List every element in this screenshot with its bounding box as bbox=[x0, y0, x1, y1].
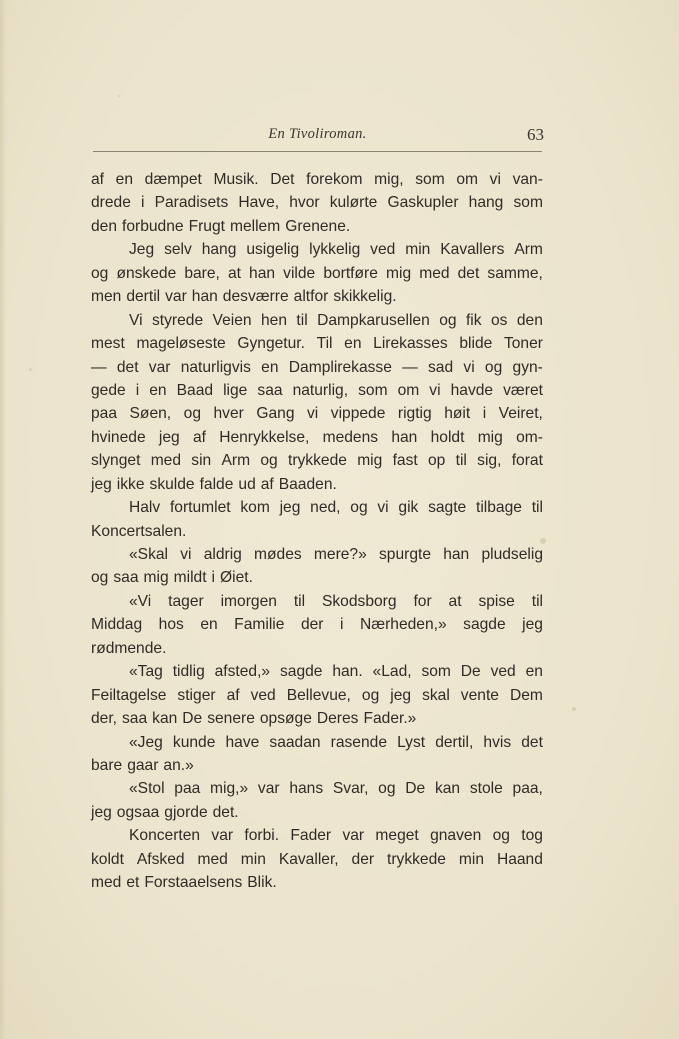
word: Fader.» bbox=[363, 710, 417, 728]
running-title: En Tivoliroman. bbox=[268, 126, 367, 142]
word: Søen, bbox=[129, 405, 172, 423]
word: De bbox=[405, 780, 426, 798]
word: gjorde bbox=[164, 803, 208, 821]
word: af bbox=[260, 475, 274, 493]
word: tilbage bbox=[475, 499, 522, 517]
text-line bbox=[91, 590, 543, 613]
word: Til bbox=[316, 335, 333, 353]
word: i bbox=[211, 569, 215, 587]
word: der, bbox=[91, 710, 118, 728]
word: jeg bbox=[91, 475, 112, 493]
word: Lyst bbox=[397, 733, 426, 751]
word: altfor bbox=[293, 288, 329, 306]
word: jeg bbox=[522, 616, 543, 634]
word: skulde bbox=[149, 475, 195, 493]
word: «Vi bbox=[129, 592, 152, 610]
word: til bbox=[531, 592, 543, 610]
word: det. bbox=[212, 803, 239, 821]
word: forat bbox=[511, 452, 543, 470]
word: Kavallers bbox=[440, 241, 505, 259]
word: vippede bbox=[330, 405, 386, 423]
word: kan bbox=[434, 780, 461, 798]
word: aldrig bbox=[203, 546, 242, 563]
paper-speck bbox=[118, 95, 120, 97]
word: «Jeg bbox=[129, 733, 163, 751]
word: mest bbox=[91, 335, 125, 353]
paper-speck bbox=[29, 368, 32, 371]
text-line bbox=[91, 426, 543, 449]
word: trykkede bbox=[387, 850, 446, 868]
word: og bbox=[91, 264, 109, 282]
word: der bbox=[351, 850, 375, 868]
word: mig, bbox=[374, 171, 404, 188]
word: kunde bbox=[172, 733, 216, 751]
word: Feiltagelse bbox=[91, 686, 167, 704]
text-line bbox=[91, 215, 543, 238]
word: van- bbox=[512, 171, 543, 188]
word: en bbox=[525, 663, 543, 681]
word: jeg bbox=[158, 428, 180, 446]
word: sad bbox=[428, 358, 454, 376]
word: paa, bbox=[512, 780, 543, 798]
word: han bbox=[249, 264, 276, 282]
word: Veiret, bbox=[498, 405, 543, 423]
word: falde bbox=[199, 475, 234, 493]
word: hver bbox=[213, 405, 244, 423]
word: været bbox=[503, 381, 543, 399]
word: forekom bbox=[306, 171, 363, 188]
word: Koncertsalen. bbox=[91, 522, 187, 540]
word: naturlig, bbox=[292, 381, 349, 399]
word: mig bbox=[477, 428, 503, 446]
word: — bbox=[402, 358, 418, 376]
word: mig bbox=[357, 452, 383, 470]
text-line bbox=[91, 191, 543, 214]
word: «Tag bbox=[129, 663, 163, 681]
word: til bbox=[296, 311, 308, 329]
word: sagte bbox=[428, 499, 467, 517]
word: usigelig bbox=[246, 241, 300, 259]
word: Dem bbox=[509, 686, 543, 704]
word: Lirekasses bbox=[373, 335, 448, 353]
word: blide bbox=[459, 335, 493, 353]
word: i bbox=[339, 616, 344, 634]
word: tager bbox=[168, 592, 204, 610]
word: om bbox=[397, 381, 420, 399]
word: det bbox=[457, 264, 480, 282]
word: var bbox=[342, 827, 365, 845]
text-line bbox=[91, 707, 543, 730]
word: i bbox=[141, 194, 145, 212]
word: om- bbox=[516, 428, 543, 446]
word: Halv bbox=[129, 499, 161, 517]
word: vente bbox=[460, 686, 499, 704]
word: mødes bbox=[254, 546, 302, 563]
word: høit bbox=[444, 405, 471, 423]
word: dæmpet bbox=[144, 171, 202, 188]
header-rule bbox=[93, 151, 542, 152]
paper-speck bbox=[540, 538, 546, 544]
word: samme, bbox=[487, 264, 543, 282]
word: Musik. bbox=[213, 171, 259, 188]
word: var bbox=[257, 780, 280, 798]
word: stole bbox=[469, 780, 503, 798]
word: ved bbox=[250, 686, 276, 704]
word: sagde bbox=[463, 616, 506, 634]
word: sagde bbox=[279, 663, 323, 681]
word: en bbox=[115, 171, 134, 188]
word: med bbox=[419, 264, 450, 282]
word: min bbox=[405, 241, 431, 259]
text-line bbox=[91, 684, 543, 707]
word: rasende bbox=[330, 733, 387, 751]
body-text bbox=[91, 168, 543, 895]
word: kom bbox=[240, 499, 270, 517]
text-line bbox=[91, 543, 543, 566]
word: han. bbox=[332, 663, 363, 681]
word: mig,» bbox=[210, 780, 249, 798]
word: Gyngetur. bbox=[237, 335, 305, 353]
text-line bbox=[91, 379, 543, 402]
word: ikke bbox=[116, 475, 145, 493]
word: Det bbox=[270, 171, 295, 188]
word: var bbox=[148, 358, 171, 376]
word: vi bbox=[429, 381, 441, 399]
word: den bbox=[516, 311, 543, 329]
word: De bbox=[182, 710, 203, 728]
word: i bbox=[135, 381, 140, 399]
word: Gang bbox=[256, 405, 295, 423]
word: Nærheden,» bbox=[359, 616, 447, 634]
word: vi bbox=[463, 358, 475, 376]
word: paa bbox=[91, 405, 118, 423]
word: medens bbox=[322, 428, 379, 446]
word: om bbox=[456, 171, 479, 188]
word: gik bbox=[398, 499, 419, 517]
word: jeg bbox=[279, 499, 301, 517]
word: hvor bbox=[289, 194, 320, 212]
word: og bbox=[91, 569, 109, 587]
word: tidlig bbox=[172, 663, 205, 681]
word: lykkelig bbox=[309, 241, 361, 259]
word: rigtig bbox=[397, 405, 432, 423]
text-line bbox=[91, 332, 543, 355]
word: hos bbox=[158, 616, 184, 634]
text-line bbox=[91, 402, 543, 425]
word: stiger bbox=[177, 686, 216, 704]
word: Frugt bbox=[188, 217, 225, 235]
word: senere bbox=[207, 710, 255, 728]
word: min bbox=[458, 850, 485, 868]
word: Jeg bbox=[129, 241, 155, 259]
word: gnaven bbox=[430, 827, 482, 845]
word: Deres bbox=[316, 710, 359, 728]
word: og bbox=[260, 452, 278, 470]
word: med bbox=[91, 874, 122, 892]
word: hang bbox=[468, 194, 504, 212]
word: desværre bbox=[222, 288, 289, 306]
text-line bbox=[91, 754, 543, 777]
word: ønskede bbox=[116, 264, 177, 282]
word: en bbox=[200, 616, 218, 634]
word: Forstaaelsens bbox=[144, 874, 243, 892]
word: saa bbox=[257, 381, 283, 399]
word: Baaden. bbox=[278, 475, 337, 493]
word: hang bbox=[201, 241, 237, 259]
word: den bbox=[91, 217, 118, 235]
word: men bbox=[91, 288, 122, 306]
word: en bbox=[261, 358, 279, 376]
word: rødmende. bbox=[91, 639, 167, 657]
word: vi bbox=[307, 405, 319, 423]
word: Paradisets bbox=[154, 194, 229, 212]
word: til bbox=[531, 499, 543, 517]
text-line bbox=[91, 660, 543, 683]
word: i bbox=[482, 405, 487, 423]
word: hen bbox=[260, 311, 288, 329]
paper-speck bbox=[572, 707, 576, 711]
word: opsøge bbox=[259, 710, 312, 728]
word: Arm bbox=[514, 241, 543, 259]
word: vi bbox=[377, 499, 389, 517]
word: med bbox=[150, 452, 182, 470]
word: ved bbox=[370, 241, 396, 259]
word: der bbox=[300, 616, 324, 634]
word: skikkelig. bbox=[333, 288, 397, 306]
word: og bbox=[183, 405, 201, 423]
word: mildt bbox=[173, 569, 207, 587]
word: at bbox=[448, 592, 462, 610]
text-line bbox=[91, 238, 543, 261]
text-line bbox=[91, 285, 543, 308]
word: Kavaller, bbox=[278, 850, 339, 868]
word: selv bbox=[164, 241, 192, 259]
word: have bbox=[225, 733, 260, 751]
text-line bbox=[91, 566, 543, 589]
word: min bbox=[240, 850, 266, 868]
word: slynget bbox=[91, 452, 141, 470]
word: Øiet. bbox=[219, 569, 253, 587]
page-number: 63 bbox=[527, 125, 544, 144]
word: af bbox=[226, 686, 240, 704]
word: Fader bbox=[290, 827, 332, 845]
word: mellem bbox=[229, 217, 281, 235]
word: som bbox=[421, 663, 451, 681]
word: paa bbox=[174, 780, 201, 798]
word: en bbox=[149, 381, 167, 399]
word: han bbox=[191, 288, 218, 306]
word: afsted,» bbox=[214, 663, 271, 681]
word: hans bbox=[289, 780, 324, 798]
word: fik bbox=[465, 311, 482, 329]
word: Baad bbox=[176, 381, 214, 399]
word: spise bbox=[478, 592, 515, 610]
word: drede bbox=[91, 194, 131, 212]
word: Koncerten bbox=[129, 827, 201, 845]
text-line bbox=[91, 777, 543, 800]
word: dertil bbox=[126, 288, 161, 306]
word: pludselig bbox=[481, 546, 543, 563]
word: Middag bbox=[91, 616, 143, 634]
text-line bbox=[91, 637, 543, 660]
word: De bbox=[460, 663, 481, 681]
word: en bbox=[344, 335, 362, 353]
word: vi bbox=[180, 546, 192, 563]
text-line bbox=[91, 473, 543, 496]
word: af bbox=[91, 171, 105, 188]
word: tog bbox=[521, 827, 543, 845]
word: han bbox=[443, 546, 470, 563]
text-line bbox=[91, 613, 543, 636]
word: mig bbox=[385, 264, 412, 282]
word: op bbox=[428, 452, 446, 470]
text-line bbox=[91, 496, 543, 519]
word: saadan bbox=[269, 733, 321, 751]
word: Henrykkelse, bbox=[219, 428, 310, 446]
word: Vi bbox=[129, 311, 143, 329]
word: for bbox=[413, 592, 432, 610]
text-line bbox=[91, 801, 543, 824]
word: Veien bbox=[212, 311, 252, 329]
word: «Skal bbox=[129, 546, 169, 563]
word: koldt bbox=[91, 850, 124, 868]
word: Haand bbox=[496, 850, 543, 868]
word: han bbox=[391, 428, 418, 446]
word: som bbox=[513, 194, 543, 212]
word: forbudne bbox=[122, 217, 184, 235]
word: skal bbox=[422, 686, 450, 704]
word: ogsaa bbox=[116, 803, 160, 821]
running-header bbox=[93, 126, 542, 150]
text-line bbox=[91, 520, 543, 543]
word: og bbox=[492, 827, 510, 845]
word: styrede bbox=[152, 311, 204, 329]
word: at bbox=[227, 264, 241, 282]
word: kan bbox=[152, 710, 178, 728]
word: Bellevue, bbox=[286, 686, 351, 704]
word: var bbox=[165, 288, 187, 306]
word: sin bbox=[191, 452, 212, 470]
word: til bbox=[455, 452, 467, 470]
word: Afsked bbox=[136, 850, 185, 868]
word: bortføre bbox=[323, 264, 378, 282]
word: jeg bbox=[91, 803, 112, 821]
word: «Stol bbox=[129, 780, 165, 798]
word: imorgen bbox=[220, 592, 277, 610]
text-line bbox=[91, 848, 543, 871]
word: spurgte bbox=[378, 546, 431, 563]
word: Gaskupler bbox=[387, 194, 459, 212]
word: fast bbox=[392, 452, 418, 470]
word: Arm bbox=[221, 452, 251, 470]
word: jeg bbox=[390, 686, 412, 704]
word: ved bbox=[490, 663, 516, 681]
word: Blik. bbox=[247, 874, 277, 892]
word: kulørte bbox=[329, 194, 378, 212]
text-line bbox=[91, 309, 543, 332]
word: et bbox=[126, 874, 140, 892]
word: Familie bbox=[234, 616, 285, 634]
word: Dampkarusellen bbox=[317, 311, 430, 329]
word: hvinede bbox=[91, 428, 146, 446]
word: Svar, bbox=[332, 780, 369, 798]
word: mageløseste bbox=[136, 335, 226, 353]
word: Damplirekasse bbox=[288, 358, 392, 376]
text-line bbox=[91, 731, 543, 754]
word: og bbox=[378, 780, 396, 798]
word: saa bbox=[113, 569, 139, 587]
word: var bbox=[211, 827, 234, 845]
word: — bbox=[91, 358, 107, 376]
word: som bbox=[358, 381, 388, 399]
text-line bbox=[91, 871, 543, 894]
word: saa bbox=[122, 710, 148, 728]
word: og bbox=[484, 358, 503, 376]
word: lige bbox=[223, 381, 248, 399]
word: som bbox=[415, 171, 445, 188]
word: forbi. bbox=[244, 827, 280, 845]
word: hvis bbox=[483, 733, 512, 751]
word: bare, bbox=[184, 264, 220, 282]
text-line bbox=[91, 262, 543, 285]
word: Have, bbox=[238, 194, 280, 212]
word: det bbox=[521, 733, 543, 751]
word: mig bbox=[143, 569, 169, 587]
word: sig, bbox=[477, 452, 502, 470]
word: det bbox=[116, 358, 139, 376]
word: og bbox=[350, 499, 368, 517]
word: trykkede bbox=[287, 452, 347, 470]
word: og bbox=[361, 686, 380, 704]
word: ud bbox=[238, 475, 256, 493]
page-edge-shadow bbox=[0, 0, 6, 1039]
word: «Lad, bbox=[372, 663, 412, 681]
text-line bbox=[91, 168, 543, 191]
text-line bbox=[91, 449, 543, 472]
word: gaar bbox=[127, 756, 159, 774]
word: holdt bbox=[430, 428, 465, 446]
word: Toner bbox=[503, 335, 543, 353]
word: havde bbox=[450, 381, 494, 399]
word: gyn- bbox=[512, 358, 543, 376]
word: af bbox=[192, 428, 206, 446]
word: vilde bbox=[283, 264, 316, 282]
word: Grenene. bbox=[285, 217, 351, 235]
word: ned, bbox=[310, 499, 341, 517]
word: an.» bbox=[163, 756, 194, 774]
word: naturligvis bbox=[180, 358, 251, 376]
word: mere?» bbox=[313, 546, 367, 563]
word: vi bbox=[489, 171, 501, 188]
word: bare bbox=[91, 756, 123, 774]
word: meget bbox=[375, 827, 419, 845]
text-line bbox=[91, 824, 543, 847]
word: os bbox=[490, 311, 508, 329]
word: fortumlet bbox=[169, 499, 231, 517]
word: dertil, bbox=[435, 733, 474, 751]
word: med bbox=[197, 850, 228, 868]
word: gede bbox=[91, 381, 126, 399]
word: og bbox=[439, 311, 457, 329]
text-line bbox=[91, 356, 543, 379]
word: Skodsborg bbox=[321, 592, 397, 610]
word: til bbox=[293, 592, 306, 610]
